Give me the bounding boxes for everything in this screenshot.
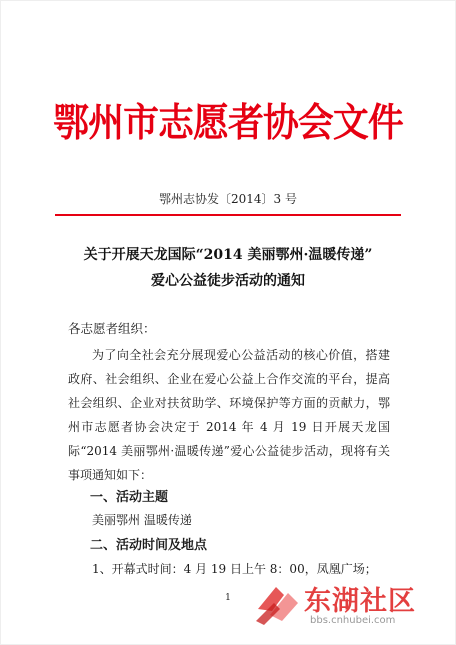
notice-title-line-2: 爱心公益徒步活动的通知 [151, 273, 305, 289]
section-heading-theme: 一、活动主题 [90, 490, 169, 505]
section-text-theme: 美丽鄂州 温暖传递 [92, 513, 192, 527]
body-paragraph: 为了向全社会充分展现爱心公益活动的核心价值，搭建政府、社会组织、企业在爱心公益上合作交流的平台，提高社会组织、企业对扶贫助学、环境保护等方面的贡献力，鄂州市志愿者协会决定于 2014 年 4 月 19 日开展天龙国际“2014 美丽鄂州·温暖传递”爱心公益徒步活动，现将有关事项通知如下： [68, 348, 390, 482]
section-heading-time-place: 二、活动时间及地点 [90, 538, 208, 553]
issuer-header-title: 鄂州市志愿者协会文件 [53, 101, 403, 146]
watermark-url: bbs.cnhubei.com [310, 615, 396, 626]
red-divider-line [55, 214, 401, 216]
section-item-opening-time: 1、开幕式时间：4 月 19 日上午 8：00，凤凰广场； [92, 562, 377, 576]
east-lake-logo-icon [254, 581, 302, 627]
watermark-site-name: 东湖社区 [304, 586, 416, 617]
page-number: 1 [225, 593, 231, 603]
salutation: 各志愿者组织： [68, 321, 156, 336]
site-watermark [254, 579, 444, 635]
document-number: 鄂州志协发〔2014〕3 号 [159, 192, 297, 206]
notice-title-line-1: 关于开展天龙国际“2014 美丽鄂州·温暖传递” [83, 247, 373, 263]
